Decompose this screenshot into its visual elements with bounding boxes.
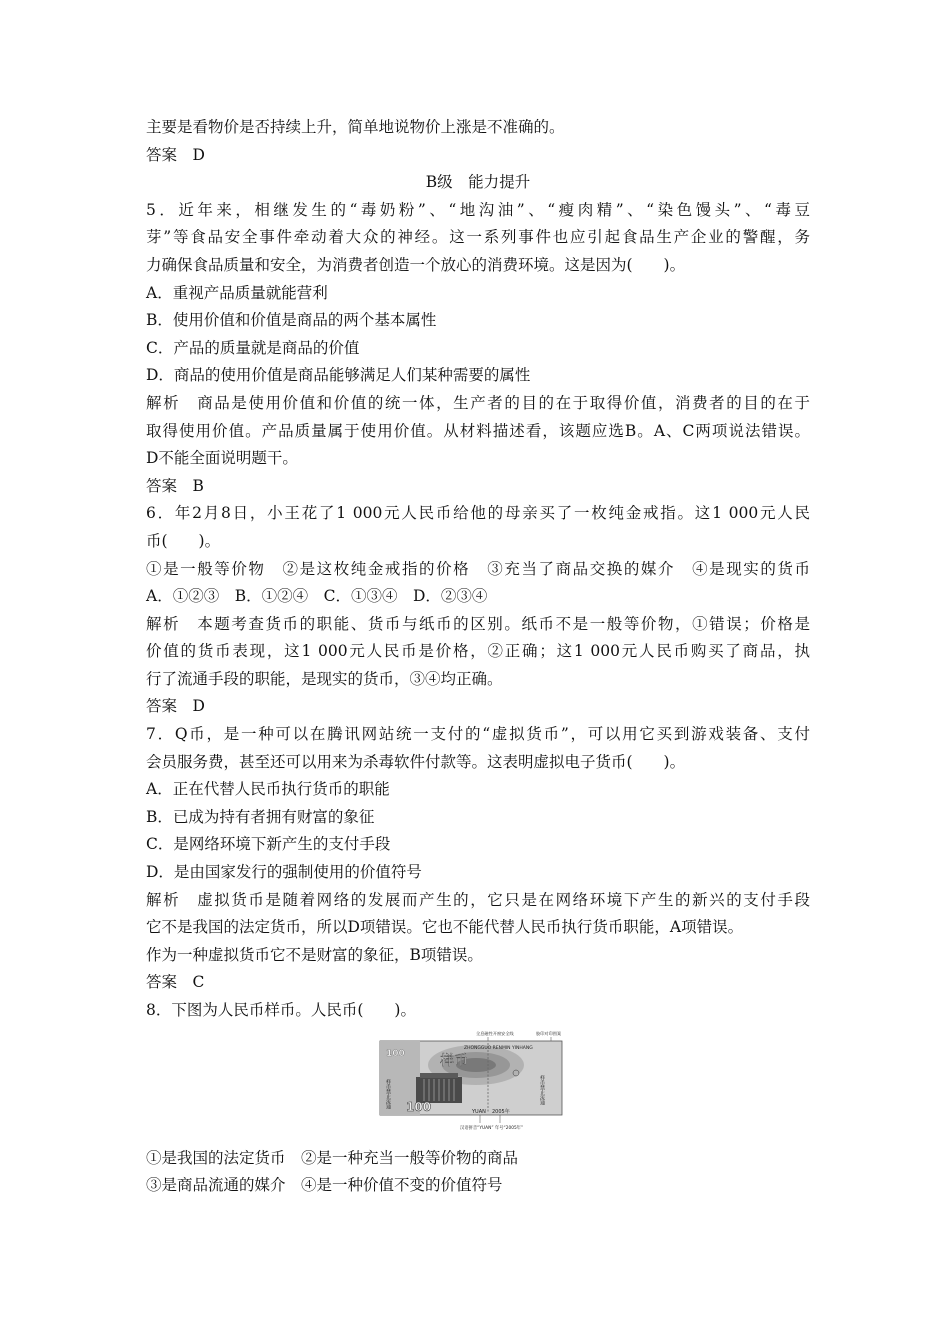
pinyin-text: ZHONGGUO RENMIN YINHANG (464, 1045, 533, 1051)
question-5-stem: 5．近年来，相继发生的“毒奶粉”、“地沟油”、“瘦肉精”、“染色馒头”、“毒豆 (146, 200, 810, 219)
question-5-analysis: D不能全面说明题干。 (146, 449, 298, 468)
question-8-statements: ③是商品流通的媒介 ④是一种价值不变的价值符号 (146, 1176, 503, 1195)
answer-line: 答案 D (146, 145, 205, 164)
question-5-answer: 答案 B (146, 476, 204, 495)
question-8-statements: ①是我国的法定货币 ②是一种充当一般等价物的商品 (146, 1148, 519, 1167)
banknote-image (376, 1029, 566, 1133)
watermark-sample-text: 样币 (440, 1052, 468, 1069)
question-7-option-a: A．正在代替人民币执行货币的职能 (146, 780, 390, 799)
question-5-stem: 芽”等食品安全事件牵动着大众的神经。这一系列事件也应引起食品生产企业的警醒，务 (146, 228, 810, 247)
question-5-option-d: D．商品的使用价值是商品能够满足人们某种需要的属性 (146, 366, 531, 385)
text-line: 主要是看物价是否持续上升，简单地说物价上涨是不准确的。 (146, 118, 565, 136)
question-7-stem: 7．Q币，是一种可以在腾讯网站统一支付的“虚拟货币”，可以用它买到游戏装备、支付 (146, 725, 810, 744)
question-6-analysis: 行了流通手段的职能，是现实的货币，③④均正确。 (146, 669, 503, 688)
question-7-option-b: B．已成为持有者拥有财富的象征 (146, 807, 375, 826)
question-6-analysis: 解析 本题考查货币的职能、货币与纸币的区别。纸币不是一般等价物，①错误；价格是 (146, 614, 810, 633)
question-5-stem: 力确保食品质量和安全，为消费者创造一个放心的消费环境。这是因为( )。 (146, 255, 686, 274)
question-5-option-c: C．产品的质量就是商品的价值 (146, 338, 360, 357)
denomination-top: 100 (386, 1048, 405, 1059)
figure-label-bottom: 汉语拼音“YUAN” 年号“2005年” (460, 1125, 524, 1131)
question-7-option-d: D．是由国家发行的强制使用的价值符号 (146, 863, 422, 882)
side-text-right: 样币禁止流通 (539, 1074, 545, 1105)
question-6-statements: ①是一般等价物 ②是这枚纯金戒指的价格 ③充当了商品交换的媒介 ④是现实的货币 (146, 559, 810, 578)
question-7-analysis: 它不是我国的法定货币，所以D项错误。它也不能代替人民币执行货币职能，A项错误。 (146, 918, 744, 937)
question-7-analysis: 作为一种虚拟货币它不是财富的象征，B项错误。 (146, 945, 483, 964)
question-7-option-c: C．是网络环境下新产生的支付手段 (146, 835, 391, 854)
side-text-left: 样币禁止流通 (385, 1078, 391, 1109)
banknote-figure (146, 1025, 810, 1145)
question-5-analysis: 解析 商品是使用价值和价值的统一体，生产者的目的在于取得价值，消费者的目的在于 (146, 393, 810, 412)
document-page (146, 114, 810, 1200)
question-7-answer: 答案 C (146, 973, 205, 992)
question-6-stem: 币( )。 (146, 531, 221, 550)
denomination-bottom: 100 (406, 1099, 432, 1114)
question-5-option-a: A．重视产品质量就能营利 (146, 283, 328, 302)
question-8-stem: 8．下图为人民币样币。人民币( )。 (146, 1001, 416, 1019)
question-6-stem: 6．年2月8日，小王花了1 000元人民币给他的母亲买了一枚纯金戒指。这1 000元人民 (146, 504, 810, 523)
question-5-option-b: B．使用价值和价值是商品的两个基本属性 (146, 311, 437, 330)
question-7-stem: 会员服务费，甚至还可以用来为杀毒软件付款等。这表明虚拟电子货币( )。 (146, 752, 686, 771)
question-6-analysis: 价值的货币表现，这1 000元人民币是价格，②正确；这1 000元人民币购买了商品，执 (146, 642, 810, 661)
question-6-answer: 答案 D (146, 697, 205, 716)
figure-label-security-thread: 全息磁性开窗安全线 (476, 1030, 514, 1036)
yuan-text: YUAN (472, 1108, 486, 1115)
section-heading: B级 能力提升 (425, 173, 531, 192)
year-text: 2005年 (492, 1108, 510, 1115)
question-6-choices: A．①②③ B．①②④ C．①③④ D．②③④ (146, 587, 488, 606)
question-7-analysis: 解析 虚拟货币是随着网络的发展而产生的，它只是在网络环境下产生的新兴的支付手段 (146, 890, 810, 909)
question-5-analysis: 取得使用价值。产品质量属于使用价值。从材料描述看，该题应选B。A、C两项说法错误。 (146, 421, 810, 440)
figure-label-offset-print: 胶印对印图案 (536, 1030, 562, 1036)
